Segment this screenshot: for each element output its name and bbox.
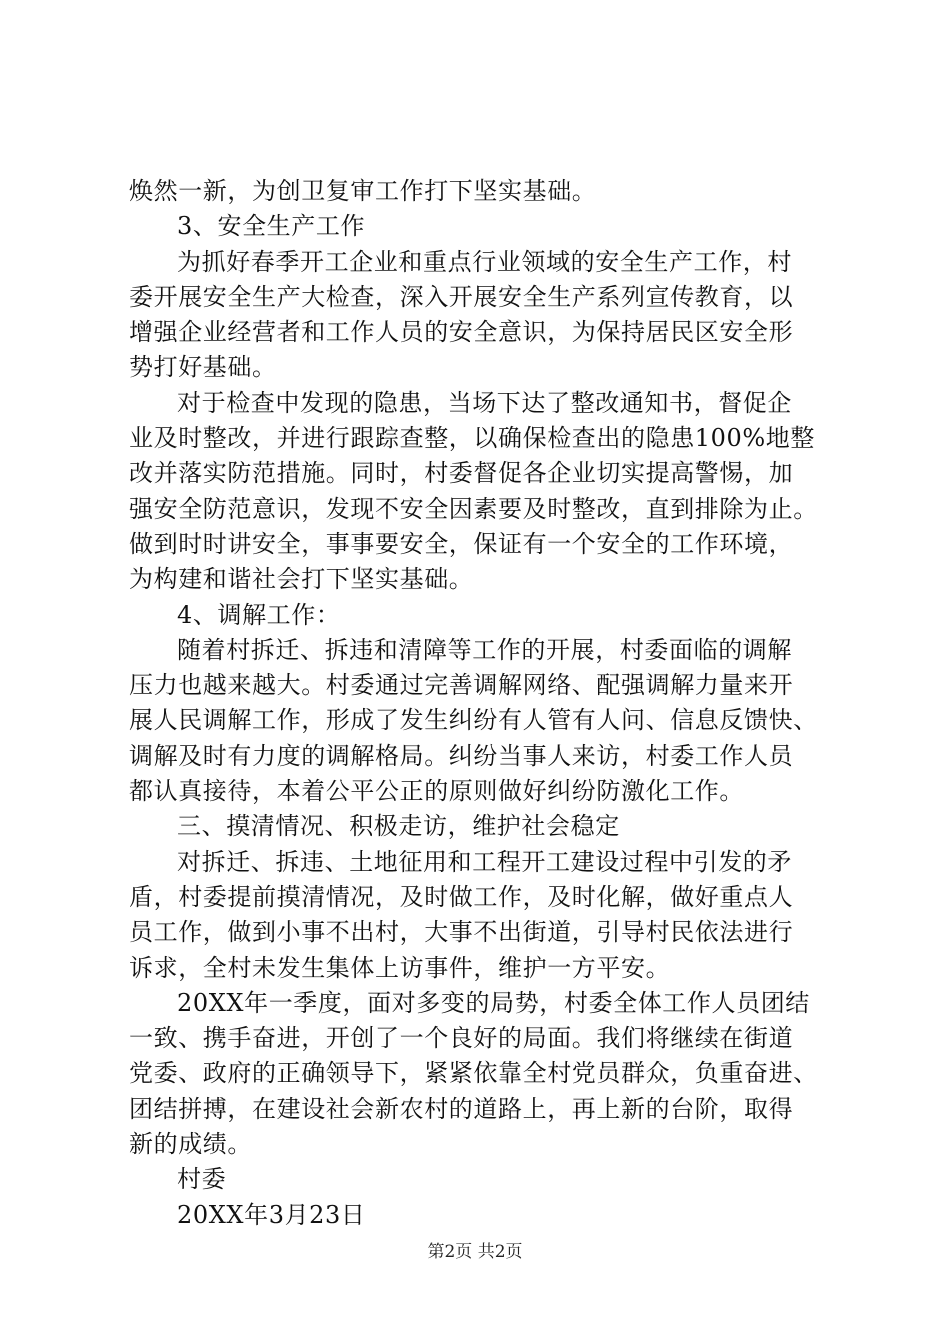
- text-line: 盾，村委提前摸清情况，及时做工作，及时化解，做好重点人: [129, 882, 794, 911]
- text-line: 对拆迁、拆违、土地征用和工程开工建设过程中引发的矛: [177, 847, 792, 876]
- text-line: 为抓好春季开工企业和重点行业领域的安全生产工作，村: [177, 247, 792, 276]
- section-heading-mediation: 4、调解工作：: [177, 600, 341, 629]
- text-line: 做到时时讲安全，事事要安全，保证有一个安全的工作环境，: [129, 529, 794, 558]
- text-line: 20XX年一季度，面对多变的局势，村委全体工作人员团结: [177, 988, 810, 1017]
- text-line: 随着村拆迁、拆违和清障等工作的开展，村委面临的调解: [177, 635, 792, 664]
- text-line: 改并落实防范措施。同时，村委督促各企业切实提高警惕，加: [129, 459, 794, 488]
- text-line: 增强企业经营者和工作人员的安全意识，为保持居民区安全形: [129, 318, 794, 347]
- text-line: 党委、政府的正确领导下，紧紧依靠全村党员群众，负重奋进、: [129, 1059, 818, 1088]
- document-body: [129, 174, 859, 1233]
- section-heading-stability: 三、摸清情况、积极走访，维护社会稳定: [177, 812, 620, 841]
- text-line: 焕然一新，为创卫复审工作打下坚实基础。: [129, 177, 597, 205]
- signature-organization: 村委: [177, 1165, 227, 1194]
- text-line: 势打好基础。: [129, 353, 277, 382]
- text-line: 压力也越来越大。村委通过完善调解网络、配强调解力量来开: [129, 671, 794, 700]
- text-line: 展人民调解工作，形成了发生纠纷有人管有人问、信息反馈快、: [129, 706, 818, 735]
- text-line: 为构建和谐社会打下坚实基础。: [129, 565, 474, 594]
- text-line: 业及时整改，并进行跟踪查整，以确保检查出的隐患100%地整: [129, 424, 816, 453]
- text-line: 新的成绩。: [129, 1130, 252, 1159]
- text-line: 委开展安全生产大检查，深入开展安全生产系列宣传教育，以: [129, 282, 794, 311]
- page-number-footer: 第2页 共2页: [427, 1242, 523, 1262]
- text-line: 员工作，做到小事不出村，大事不出街道，引导村民依法进行: [129, 918, 794, 947]
- section-heading-safety: 3、安全生产工作: [177, 212, 366, 241]
- signature-date: 20XX年3月23日: [177, 1200, 366, 1229]
- text-line: 一致、携手奋进，开创了一个良好的局面。我们将继续在街道: [129, 1024, 794, 1053]
- text-line: 强安全防范意识，发现不安全因素要及时整改，直到排除为止。: [129, 494, 818, 523]
- text-line: 都认真接待，本着公平公正的原则做好纠纷防激化工作。: [129, 777, 744, 806]
- text-line: 对于检查中发现的隐患，当场下达了整改通知书，督促企: [177, 388, 792, 417]
- text-line: 诉求，全村未发生集体上访事件，维护一方平安。: [129, 953, 671, 982]
- text-line: 团结拼搏，在建设社会新农村的道路上，再上新的台阶，取得: [129, 1094, 794, 1123]
- text-line: 调解及时有力度的调解格局。纠纷当事人来访，村委工作人员: [129, 741, 794, 770]
